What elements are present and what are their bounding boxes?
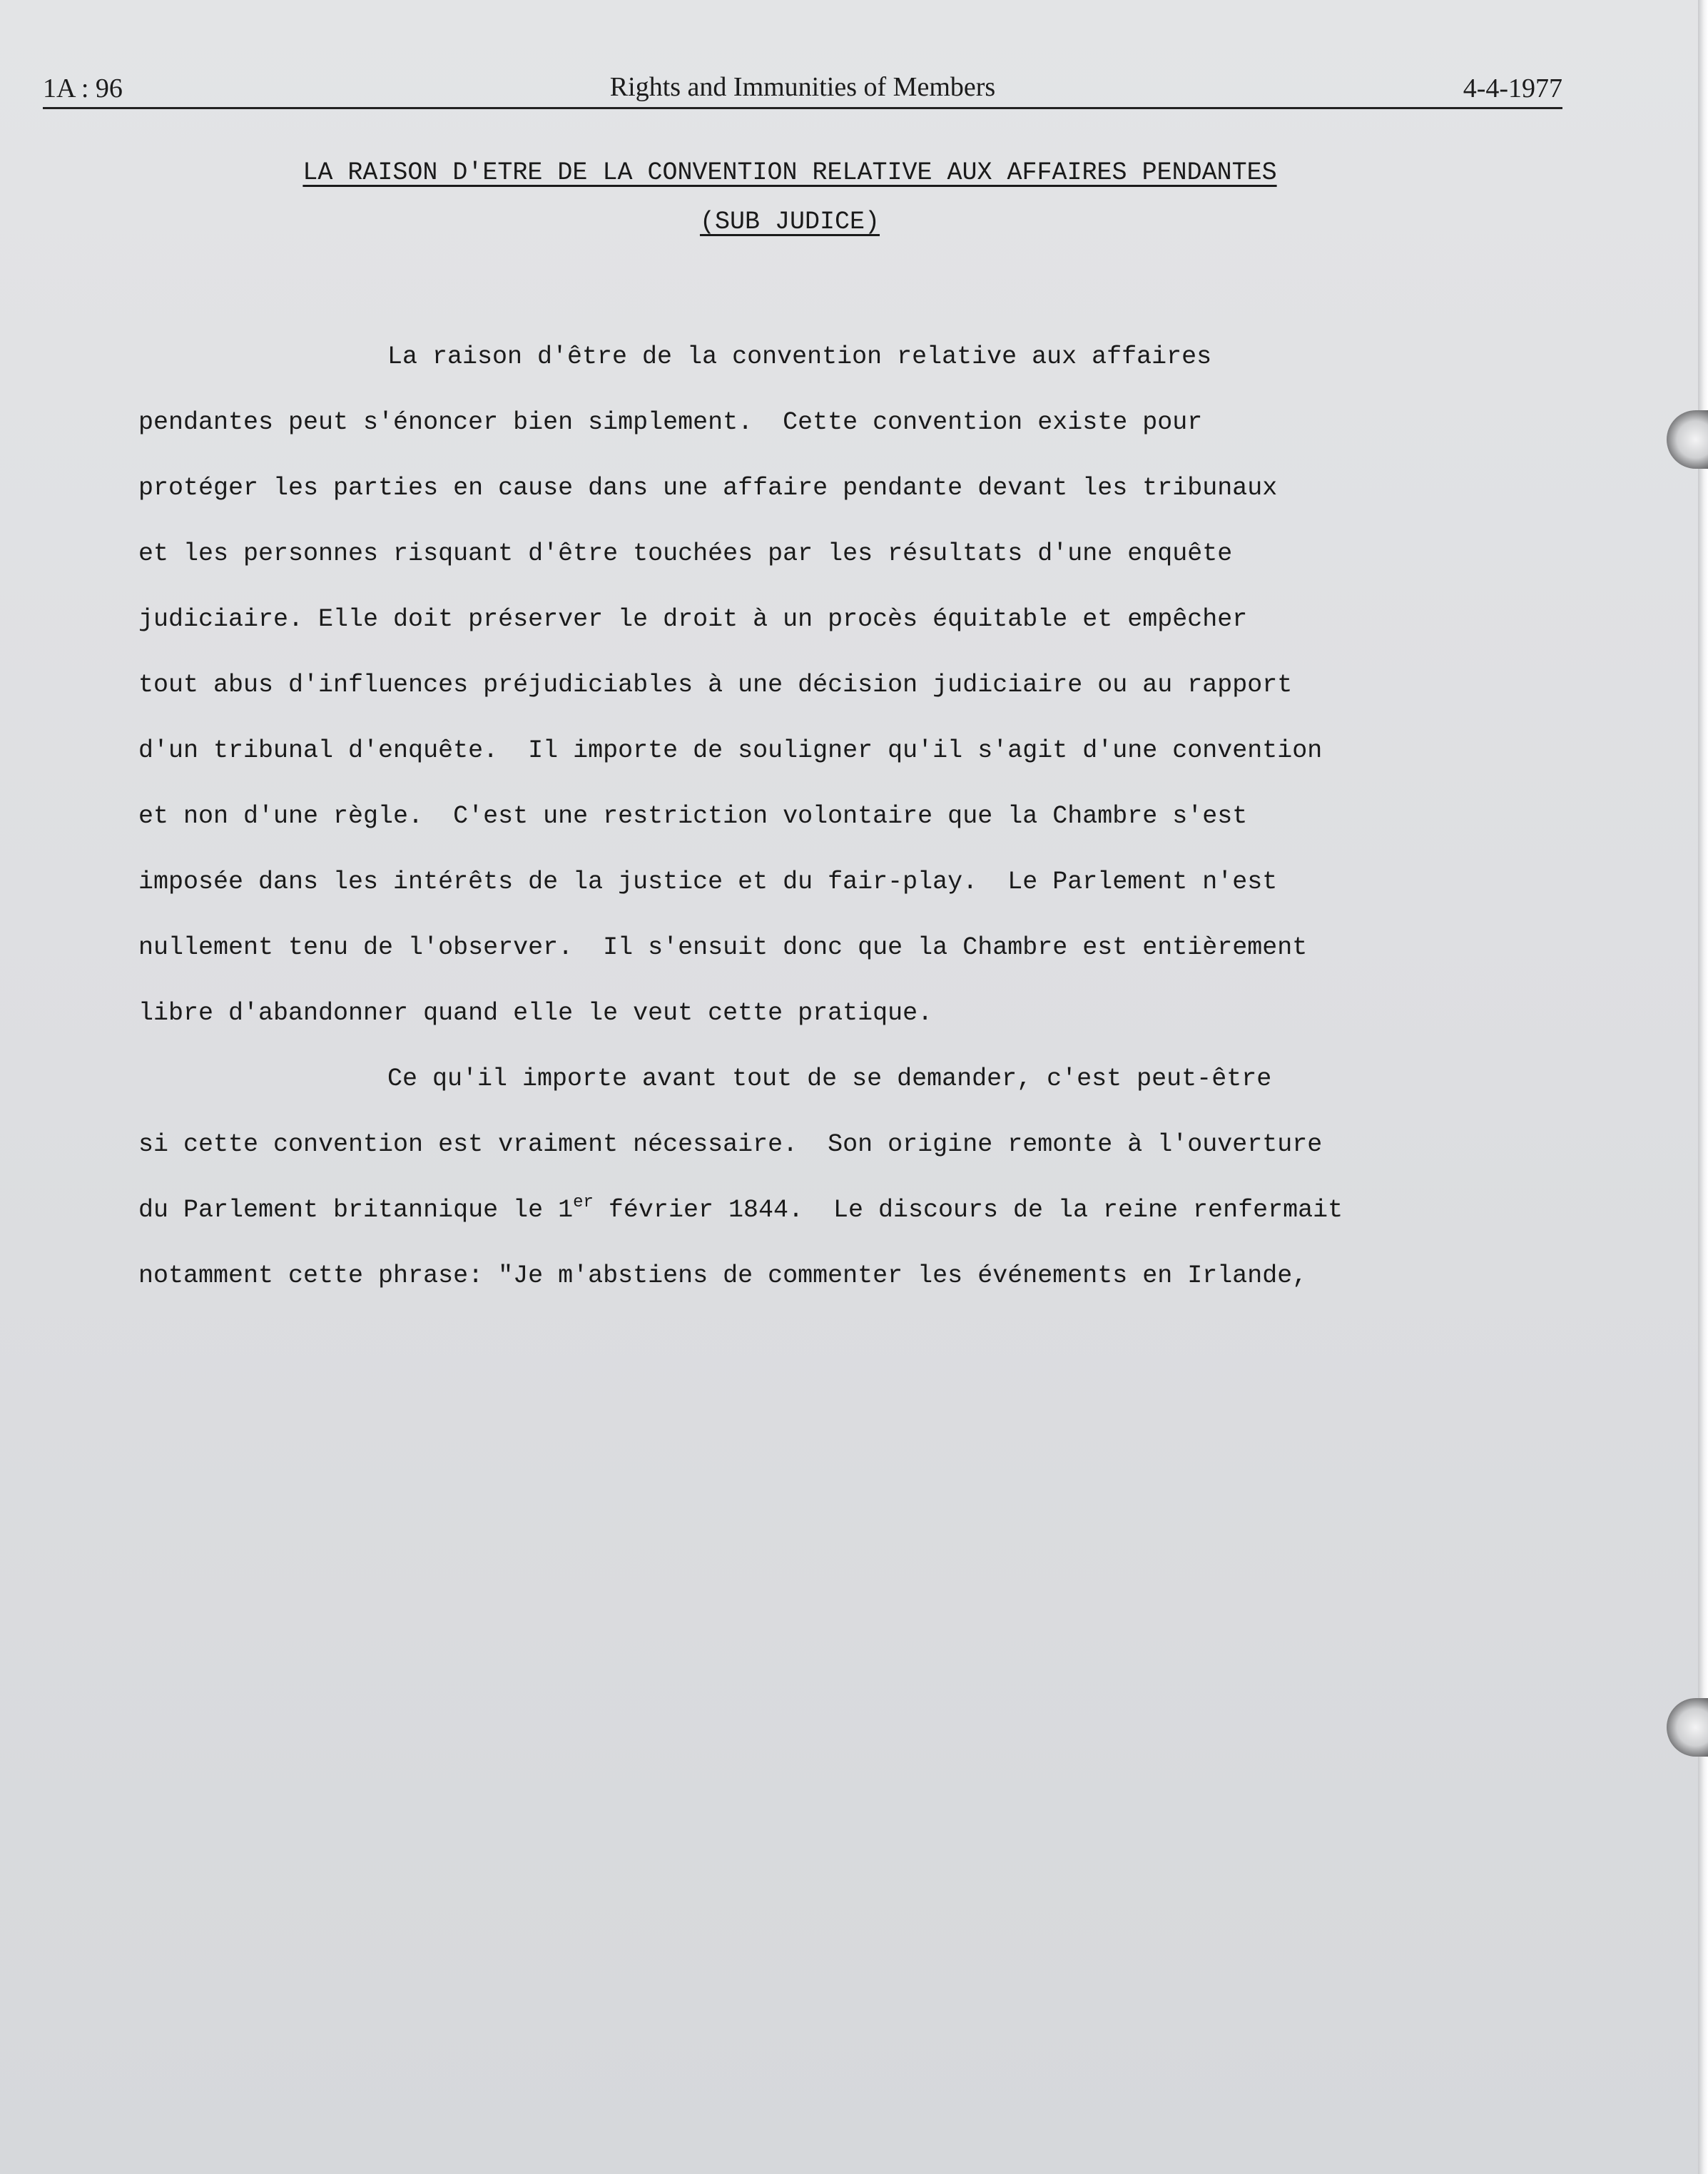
body-text: du Parlement britannique le 1 — [138, 1196, 574, 1224]
body-line: notamment cette phrase: "Je m'abstiens de commenter les événements en Irlande, — [138, 1261, 1308, 1290]
binder-hole — [1667, 1698, 1708, 1757]
body-line: libre d'abandonner quand elle le veut cette pratique. — [138, 999, 933, 1027]
document-subtitle: (SUB JUDICE) — [699, 208, 880, 236]
body-line: d'un tribunal d'enquête. Il importe de souligner qu'il s'agit d'une convention — [138, 736, 1323, 765]
body-line: Ce qu'il importe avant tout de se demander, c'est peut-être — [387, 1065, 1272, 1093]
body-line — [138, 1193, 1343, 1224]
running-title: Rights and Immunities of Members — [609, 72, 996, 102]
header-date: 4-4-1977 — [1463, 73, 1562, 103]
body-line: pendantes peut s'énoncer bien simplement. Cette convention existe pour — [138, 408, 1203, 437]
body-line: nullement tenu de l'observer. Il s'ensuit donc que la Chambre est entièrement — [138, 933, 1308, 962]
body-line: et les personnes risquant d'être touchées par les résultats d'une enquête — [138, 539, 1233, 568]
body-line: La raison d'être de la convention relative aux affaires — [387, 342, 1212, 371]
running-header — [43, 64, 1562, 108]
body-line: si cette convention est vraiment nécessaire. Son origine remonte à l'ouverture — [138, 1130, 1323, 1159]
header-rule — [43, 107, 1562, 109]
body-line: tout abus d'influences préjudiciables à une décision judiciaire ou au rapport — [138, 671, 1293, 699]
ordinal-superscript: er — [573, 1193, 594, 1212]
paper-edge — [1698, 0, 1708, 2174]
body-line: protéger les parties en cause dans une affaire pendante devant les tribunaux — [138, 474, 1278, 502]
document-title: LA RAISON D'ETRE DE LA CONVENTION RELATIVE AUX AFFAIRES PENDANTES — [303, 158, 1277, 187]
page-number: 1A : 96 — [43, 73, 123, 103]
binder-hole — [1667, 410, 1708, 469]
body-line: judiciaire. Elle doit préserver le droit à un procès équitable et empêcher — [138, 605, 1248, 634]
body-line: imposée dans les intérêts de la justice et du fair-play. Le Parlement n'est — [138, 868, 1278, 896]
body-line: et non d'une règle. C'est une restriction volontaire que la Chambre s'est — [138, 802, 1248, 831]
body-text: février 1844. Le discours de la reine renfermait — [593, 1196, 1343, 1224]
